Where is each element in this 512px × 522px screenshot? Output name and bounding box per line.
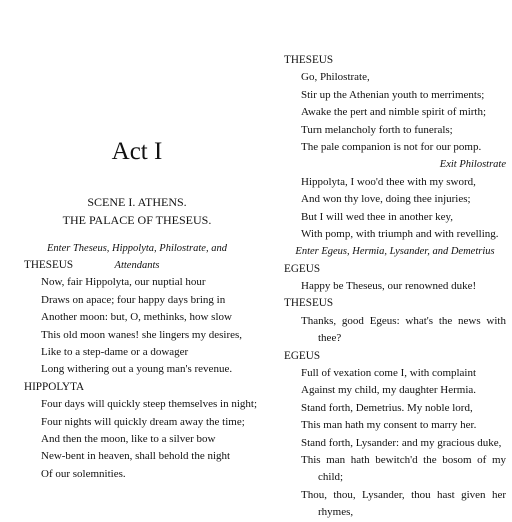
verse-line: Full of vexation come I, with complaint [301, 367, 477, 380]
enter-stage-direction: Enter Egeus, Hermia, Lysander, and Demetrius [295, 246, 495, 258]
verse-line: Draws on apace; four happy days bring in [41, 293, 226, 306]
verse-line: And won thy love, doing thee injuries; [301, 193, 471, 206]
speaker-name: THESEUS [24, 259, 74, 271]
verse-line: Now, fair Hippolyta, our nuptial hour [41, 276, 206, 289]
verse-line: Happy be Theseus, our renowned duke! [301, 280, 477, 293]
verse-line: Thanks, good Egeus: what's the news with [301, 314, 506, 327]
verse-line: Stand forth, Lysander: and my gracious duke, [301, 436, 502, 449]
verse-line: This man hath my consent to marry her. [301, 419, 477, 432]
verse-line: But I will wed thee in another key, [301, 210, 454, 223]
verse-line: This old moon wanes! she lingers my desires, [41, 328, 243, 341]
verse-line: Turn melancholy forth to funerals; [301, 123, 453, 136]
verse-line: Awake the pert and nimble spirit of mirth; [301, 106, 487, 119]
left-text-block [24, 257, 258, 483]
verse-line: Four nights will quickly dream away the time; [41, 415, 245, 428]
verse-line: Against my child, my daughter Hermia. [301, 384, 477, 397]
verse-line: And then the moon, like to a silver bow [41, 432, 216, 445]
speaker-name: THESEUS [284, 54, 334, 66]
verse-line: Go, Philostrate, [301, 71, 370, 84]
exit-stage-direction: Exit Philostrate [439, 159, 506, 171]
entry-stage-direction: Enter Theseus, Hippolyta, Philostrate, and Attendants [47, 243, 227, 271]
verse-line: rhymes, [318, 506, 354, 519]
speaker-name: EGEUS [284, 262, 321, 275]
act-title: Act I [111, 138, 163, 165]
speaker-name: HIPPOLYTA [24, 380, 85, 393]
verse-line: Four days will quickly steep themselves in night; [41, 398, 258, 411]
verse-line: The pale companion is not for our pomp. [301, 140, 482, 153]
scene-title-line-1: SCENE I. ATHENS. [87, 195, 187, 209]
scene-title-line-2: THE PALACE OF THESEUS. [62, 213, 212, 227]
verse-line: New-bent in heaven, shall behold the night [41, 450, 231, 463]
speaker-name: EGEUS [284, 349, 321, 362]
verse-line: Stand forth, Demetrius. My noble lord, [301, 401, 473, 414]
verse-line: thee? [318, 332, 342, 345]
speaker-name: THESEUS [284, 297, 334, 310]
verse-line: Long withering out a young man's revenue. [41, 363, 233, 376]
verse-line: Another moon: but, O, methinks, how slow [41, 311, 232, 324]
verse-line: Hippolyta, I woo'd thee with my sword, [301, 175, 476, 188]
verse-line: With pomp, with triumph and with revelling. [301, 227, 499, 240]
verse-line: Of our solemnities. [41, 467, 126, 480]
right-text-block [284, 52, 506, 522]
verse-line: This man hath bewitch'd the bosom of my [301, 453, 506, 466]
verse-line: Thou, thou, Lysander, thou hast given her [301, 488, 506, 501]
verse-line: Like to a step-dame or a dowager [41, 345, 189, 358]
verse-line: Stir up the Athenian youth to merriments; [301, 88, 485, 101]
scene-title [24, 193, 250, 229]
verse-line: child; [318, 471, 344, 484]
